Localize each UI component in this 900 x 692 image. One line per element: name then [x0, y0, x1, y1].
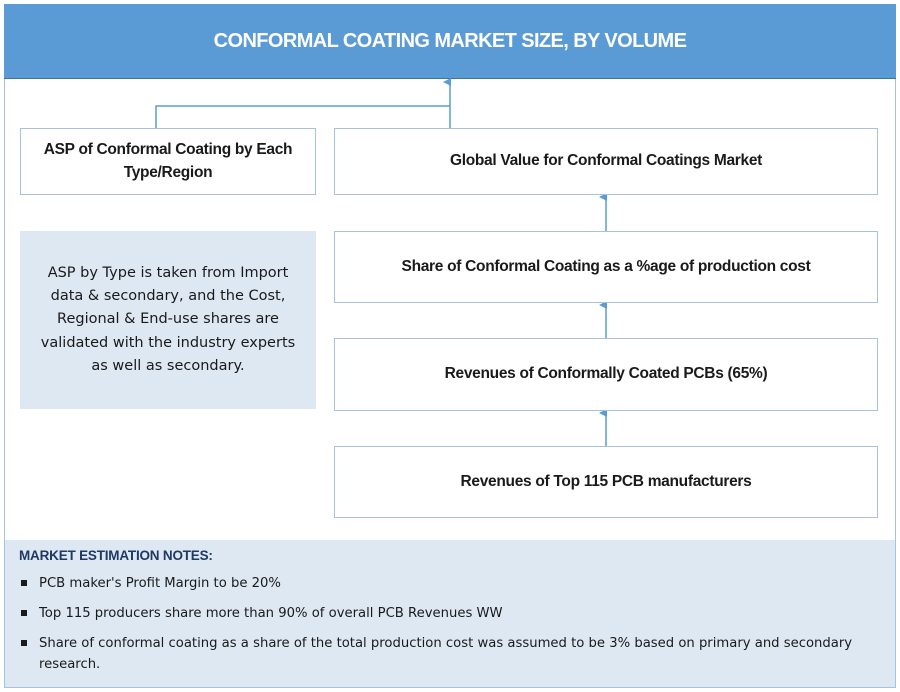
notes-item — [19, 603, 881, 624]
asp-box — [20, 128, 316, 195]
revenues-top-label: Revenues of Top 115 PCB manufacturers — [460, 472, 752, 490]
page-title: CONFORMAL COATING MARKET SIZE, BY VOLUME — [213, 29, 687, 52]
asp-box-label: ASP of Conformal Coating by Each Type/Region — [43, 141, 293, 181]
bullet-icon — [21, 640, 27, 646]
estimation-notes-panel — [5, 540, 895, 687]
global-value-label: Global Value for Conformal Coatings Market — [449, 152, 763, 170]
bullet-icon — [21, 580, 27, 586]
notes-item-text: PCB maker's Profit Margin to be 20% — [39, 576, 281, 591]
notes-item-text: Top 115 producers share more than 90% of overall PCB Revenues WW — [39, 606, 503, 622]
notes-item — [19, 573, 881, 594]
bullet-icon — [21, 610, 27, 616]
revenues-top-box — [334, 446, 878, 518]
notes-item — [19, 633, 881, 675]
global-value-box — [334, 128, 878, 195]
revenues-coated-box — [334, 338, 878, 411]
asp-note-box — [20, 231, 316, 409]
revenues-coated-label: Revenues of Conformally Coated PCBs (65%) — [444, 365, 768, 383]
share-box — [334, 231, 878, 303]
notes-list — [19, 573, 881, 676]
header-banner — [4, 4, 896, 79]
share-label: Share of Conformal Coating as a %age of production cost — [401, 257, 811, 275]
asp-note-text: ASP by Type is taken from Import data & secondary, and the Cost, Regional & End-use shares are validated with the industry experts as well as secondary. — [40, 265, 296, 374]
notes-title: MARKET ESTIMATION NOTES: — [19, 548, 213, 563]
notes-item-text: Share of conformal coating as a share of the total production cost was assumed to be 3% based on primary and secondary research. — [39, 636, 853, 673]
